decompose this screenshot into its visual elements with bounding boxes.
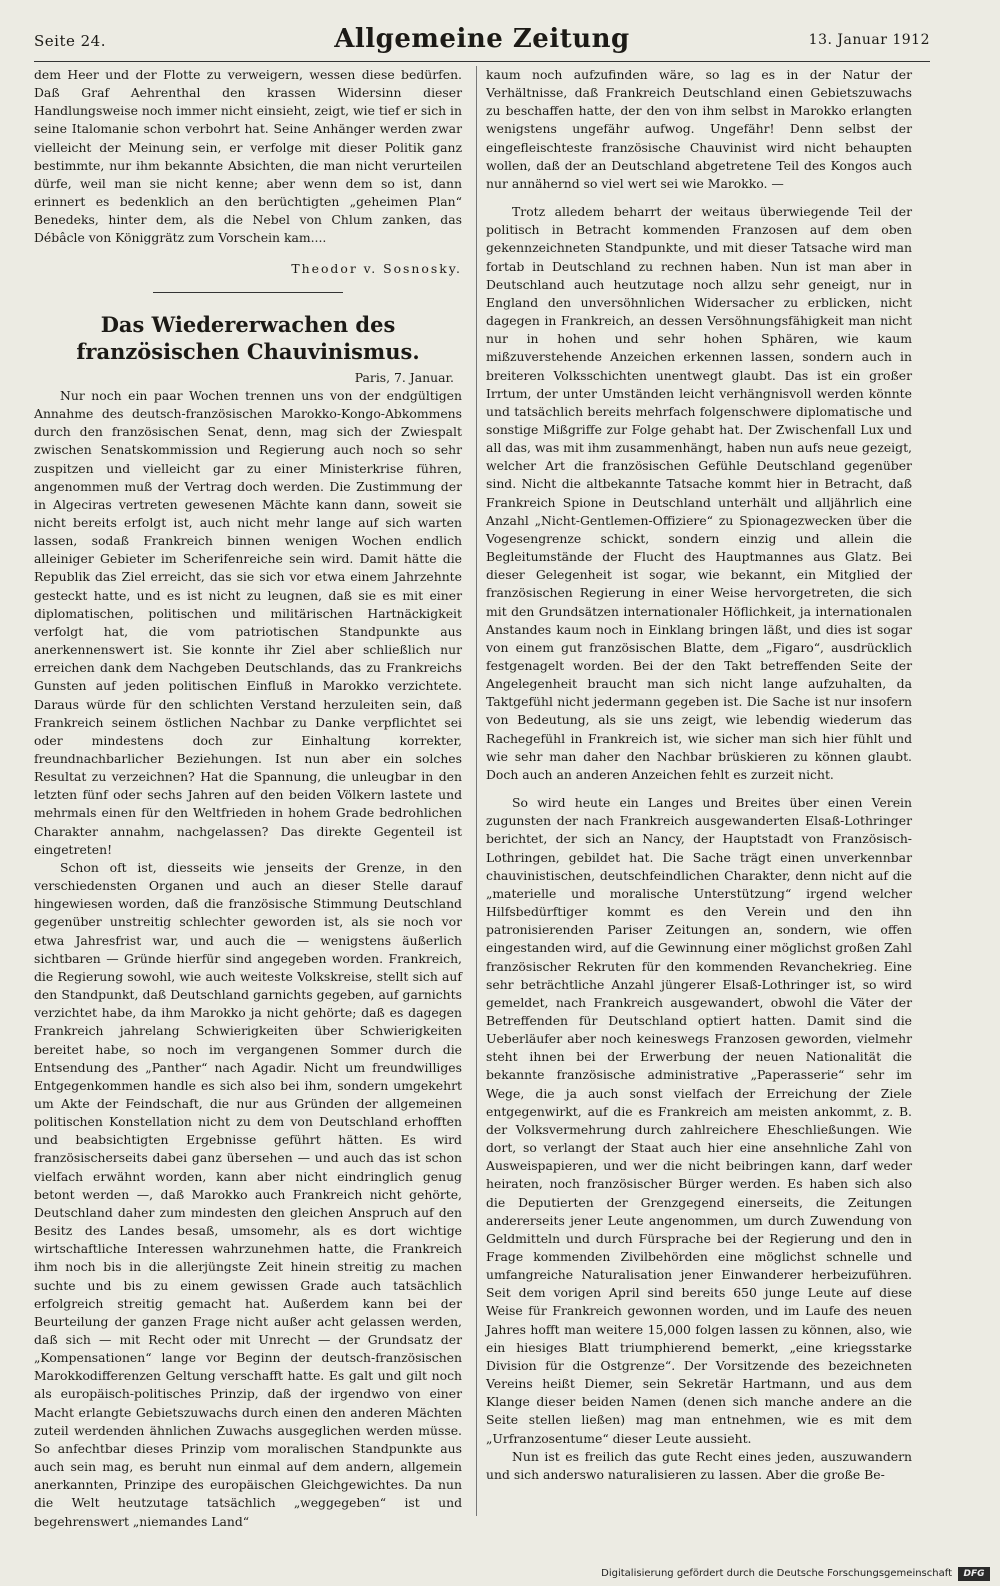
page-number: Seite 24. <box>34 32 106 50</box>
article-paragraph: kaum noch aufzufinden wäre, so lag es in der Natur der Verhältnisse, daß Frankreich Deutschland einen Gebietszuwachs zu beschaffen hatte, der den von ihm selbst in Marokko erlangten wenigstens ungefähr aufwog. Ungefähr! Denn selbst der eingefleischteste französische Chauvinist wird nicht behaupten wollen, daß der an Deutschland abgetretene Teil des Kongos auch nur annähernd so viel wert sei wie Marokko. — <box>486 67 912 191</box>
masthead: Allgemeine Zeitung <box>334 24 630 54</box>
right-column <box>486 66 912 1484</box>
article-paragraph: So wird heute ein Langes und Breites über einen Verein zugunsten der nach Frankreich ausgewanderten Elsaß-Lothringer berichtet, der sich an Nancy, der Hauptstadt von Französisch-Lothringen, gebildet hat. Die Sache trägt einen unverkennbar chauvinistischen, deutschfeindlichen Charakter, denn nicht auf die „materielle und moralische Unterstützung“ irgend welcher Hilfsbedürftiger kommt es den Verein und den ihn patronisierenden Pariser Zeitungen an, sondern, wie offen eingestanden wird, auf die Gewinnung einer möglichst großen Zahl französischer Rekruten für den kommenden Revanchekrieg. Eine sehr beträchtliche Anzahl jüngerer Elsaß-Lothringer ist, so wird gemeldet, nach Frankreich ausgewandert, obwohl die Väter der Betreffenden für Deutschland optiert hatten. Damit sind die Ueberläufer aber noch keineswegs Franzosen geworden, vielmehr steht ihnen bei der Erwerbung der neuen Nationalität die bekannte französische administrative „Paperasserie“ sehr im Wege, die ja auch sonst vielfach der Erreichung der Ziele entgegenwirkt, auf die es Frankreich am meisten ankommt, z. B. der Volksvermehrung durch zahlreichere Eheschließungen. Wie dort, so verlangt der Staat auch hier eine ansehnliche Zahl von Ausweispapieren, und wer die nicht beibringen kann, darf weder heiraten, noch französischer Bürger werden. Es haben sich also die Deputierten der Grenzgegend einerseits, die Zeitungen andererseits jener Leute angenommen, um durch Zuwendung von Geldmitteln und durch Fürsprache bei der Regierung und den in Frage kommenden Zivilbehörden eine möglichst schnelle und umfangreiche Naturalisation jener Einwanderer herbeizuführen. Seit dem vorigen April sind bereits 650 junge Leute auf diese Weise für Frankreich gewonnen worden, und im Laufe des neuen Jahres hofft man weitere 15,000 folgen lassen zu können, also, wie ein hiesiges Blatt triumphierend bemerkt, „eine kriegsstarke Division für die Ostgrenze“. Der Vorsitzende des bezeichneten Vereins heißt Diemer, sein Sekretär Hartmann, und aus dem Klange dieser beiden Namen (denen sich manche andere an die Seite stellen ließen) mag man entnehmen, wie es mit dem „Urfranzosentume“ dieser Leute aussieht. <box>486 795 912 1446</box>
article-paragraph: Trotz alledem beharrt der weitaus überwiegende Teil der politisch in Betracht kommenden Franzosen auf dem oben gekennzeichneten Standpunkte, und mit dieser Tatsache wird man fortab in Deutschland zu rechnen haben. Nun ist man aber in Deutschland auch heutzutage noch allzu sehr geneigt, nur in England den unversöhnlichen Widersacher zu erblicken, nicht dagegen in Frankreich, an dessen Versöhnungsfähigkeit man nicht nur in hohen und sehr hohen Sphären, wie kaum mißzuverstehende Anzeichen erkennen lassen, sondern auch in breiteren Volksschichten unentwegt glaubt. Das ist ein großer Irrtum, der unter Umständen leicht verhängnisvoll werden könnte und tatsächlich bereits mehrfach folgenschwere diplomatische und sonstige Mißgriffe zur Folge gehabt hat. Der Zwischenfall Lux und all das, was mit ihm zusammenhängt, haben nun aufs neue gezeigt, welcher Art die französischen Gefühle Deutschland gegenüber sind. Nicht die altbekannte Tatsache kommt hier in Betracht, daß Frankreich Spione in Deutschland unterhält und alljährlich eine Anzahl „Nicht-Gentlemen-Offiziere“ zu Spionagezwecken über die Vogesengrenze schickt, sondern einzig und allein die Begleitumstände der Flucht des Hauptmannes aus Glatz. Bei dieser Gelegenheit ist sogar, wie bekannt, ein Mitglied der französischen Regierung in einer Weise hervorgetreten, die sich mit den Grundsätzen internationaler Höflichkeit, ja internationalen Anstandes kaum noch in Einklang bringen läßt, und dies ist sogar von einem gut französischen Blatte, dem „Figaro“, ausdrücklich festgenagelt worden. Bei der den Takt betreffenden Seite der Angelegenheit braucht man sich nicht lange aufzuhalten, da Taktgefühl nicht jedermann gegeben ist. Die Sache ist nur insofern von Bedeutung, als sie uns zeigt, wie lebendig wiederum das Rachegefühl in Frankreich ist, wie sicher man sich hier fühlt und wie sehr man daher den Nachbar brüskieren zu können glaubt. Doch auch an anderen Anzeichen fehlt es zurzeit nicht. <box>486 204 912 782</box>
issue-date: 13. Januar 1912 <box>808 32 930 48</box>
previous-article-ending: dem Heer und der Flotte zu verweigern, wessen diese bedürfen. Daß Graf Aehrenthal den krassen Widersinn dieser Handlungsweise noch immer nicht einsieht, zeigt, wie tief er sich in seine Italomanie schon verbohrt hat. Seine Anhänger werden zwar vielleicht der Meinung sein, er verfolge mit dieser Politik ganz bestimmte, nur ihm bekannte Absichten, die man nicht verurteilen dürfe, weil man sie nicht kenne; aber wenn dem so ist, dann erinnert es bedenklich an den berüchtigten „geheimen Plan“ Benedeks, hinter dem, als die Nebel von Chlum zanken, das Débâcle von Königgrätz zum Vorschein kam.... <box>34 67 462 246</box>
article-headline: Das Wiedererwachen des französischen Chauvinismus. <box>76 311 420 364</box>
paragraph-gap <box>486 784 912 794</box>
article-separator <box>153 292 343 293</box>
column-divider <box>476 66 477 1516</box>
article-paragraph: Nur noch ein paar Wochen trennen uns von der endgültigen Annahme des deutsch-französischen Marokko-Kongo-Abkommens durch den französischen Senat, denn, mag sich der Zwiespalt zwischen Senatskommission und Regierung auch noch so sehr zuspitzen und vielleicht gar zu einer Ministerkrise führen, angenommen muß der Vertrag doch werden. Die Zustimmung der in Algeciras vertreten gewesenen Mächte kann dann, soweit sie nicht bereits erfolgt ist, auch nicht mehr lange auf sich warten lassen, sodaß Frankreich binnen wenigen Wochen endlich alleiniger Gebieter im Scherifenreiche sein wird. Damit hätte die Republik das Ziel erreicht, das sie sich vor etwa einem Jahrzehnte gesteckt hatte, und es ist nicht zu leugnen, daß sie es mit einer diplomatischen, politischen und militärischen Hartnäckigkeit verfolgt hat, die vom patriotischen Standpunkte aus anerkennenswert ist. Sie konnte ihr Ziel aber schließlich nur erreichen dank dem Nachgeben Deutschlands, das zu Frankreichs Gunsten auf jeden politischen Einfluß in Marokko verzichtete. Daraus würde für den schlichten Verstand herzuleiten sein, daß Frankreich seinem östlichen Nachbar zu Danke verpflichtet sei oder mindestens doch zur Einhaltung korrekter, freundnachbarlicher Beziehungen. Ist nun aber ein solches Resultat zu verzeichnen? Hat die Spannung, die unleugbar in den letzten fünf oder sechs Jahren auf den beiden Völkern lastete und mehrmals einen für den Weltfrieden in hohem Grade bedrohlichen Charakter annahm, nachgelassen? Das direkte Gegenteil ist eingetreten! <box>34 387 462 857</box>
page-header <box>34 24 930 58</box>
article-paragraph: Nun ist es freilich das gute Recht eines jeden, auszuwandern und sich anderswo naturalisieren zu lassen. Aber die große Be- <box>486 1448 912 1482</box>
dfg-logo: DFG <box>958 1567 990 1581</box>
funding-credit: Digitalisierung gefördert durch die Deutsche Forschungsgemeinschaft <box>601 1568 952 1579</box>
article-paragraph: Schon oft ist, diesseits wie jenseits der Grenze, in den verschiedensten Organen und auch an dieser Stelle darauf hingewiesen worden, daß die französische Stimmung Deutschland gegenüber unstreitig schlechter geworden ist, als sie noch vor etwa Jahresfrist war, und auch die — wenigstens äußerlich sichtbaren — Gründe hierfür sind angegeben worden. Frankreich, die Regierung sowohl, wie auch weiteste Volkskreise, stellt sich auf den Standpunkt, daß Deutschland garnichts gegeben, auf garnichts verzichtet habe, da ihm Marokko ja nicht gehörte; daß es dagegen Frankreich jahrelang Schwierigkeiten über Schwierigkeiten bereitet habe, so noch im vergangenen Sommer durch die Entsendung des „Panther“ nach Agadir. Nicht um freundwilliges Entgegenkommen handle es sich also bei ihm, sondern umgekehrt um Akte der Feindschaft, die nur aus Gründen der allgemeinen politischen Konstellation nicht zu dem von Deutschland erhofften und beabsichtigten Ergebnisse geführt hätten. Es wird französischerseits dabei ganz übersehen — und auch das ist schon vielfach erwähnt worden, kann aber nicht eindringlich genug betont werden —, daß Marokko auch Frankreich nicht gehörte, Deutschland daher zum mindesten den gleichen Anspruch auf den Besitz des Landes besaß, umsomehr, als es dort wichtige wirtschaftliche Interessen wahrzunehmen hatte, die Frankreich ihm noch bis in die allerjüngste Zeit hinein streitig zu machen suchte und bis zu einem gewissen Grade auch tatsächlich erfolgreich streitig gemacht hat. Außerdem kann bei der Beurteilung der ganzen Frage nicht außer acht gelassen werden, daß sich — mit Recht oder mit Unrecht — der Grundsatz der „Kompensationen“ lange vor Beginn der deutsch-französischen Marokkodifferenzen Geltung verschafft hatte. Es galt und gilt noch als europäisch-politisches Prinzip, daß der irgendwo von einer Macht erlangte Gebietszuwachs durch einen den anderen Mächten zuteil werdenden ähnlichen Zuwachs ausgeglichen werden müsse. So anfechtbar dieses Prinzip vom moralischen Standpunkte aus auch sein mag, es beruht nun einmal auf dem andern, allgemein anerkannten, Prinzipe des europäischen Gleichgewichtes. Da nun die Welt heutzutage tatsächlich „weggegeben“ ist und begehrenswert „niemandes Land“ <box>34 859 462 1529</box>
header-rule <box>34 61 930 62</box>
left-column <box>34 66 462 1531</box>
article-dateline: Paris, 7. Januar. <box>354 369 454 385</box>
digitization-footer <box>0 1562 1000 1586</box>
author-signature: Theodor v. Sosnosky. <box>291 260 462 276</box>
paragraph-gap <box>486 193 912 203</box>
